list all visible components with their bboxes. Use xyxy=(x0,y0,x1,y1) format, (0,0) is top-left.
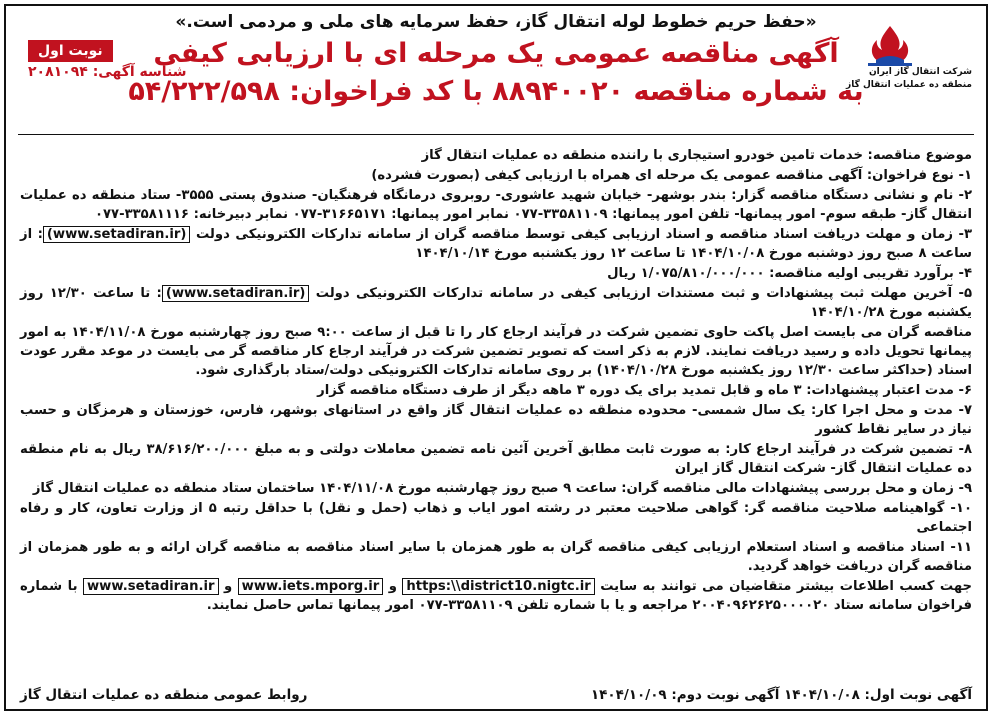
contact-text: جهت کسب اطلاعات بیشتر متقاضیان می توانند به سایت xyxy=(600,579,973,594)
item-11: ۱۱- اسناد مناقصه و اسناد استعلام ارزیابی کیفی مناقصه گران به طور همزمان با سایر اسناد مناقصه به مناقصه گران ارائه و به طور همزمان از مناقصه گران دریافت خواهد گردید. xyxy=(20,540,972,574)
tender-number-title: به شماره مناقصه ۸۸۹۴۰۰۲۰ با کد فراخوان: ۵۴/۲۲۲/۵۹۸ xyxy=(128,76,864,107)
item-6: ۶- مدت اعتبار پیشنهادات: ۳ ماه و قابل تمدید برای یک دوره ۳ ماهه دیگر از طرف دستگاه مناقصه گزار xyxy=(317,383,972,398)
item-3 xyxy=(20,225,972,263)
item-5 xyxy=(20,284,972,322)
item-7: ۷- مدت و محل اجرا کار: یک سال شمسی- محدوده منطقه ده عملیات انتقال گاز واقع در استانهای بوشهر، فارس، خوزستان و هرمزگان و حسب نیاز در سایر نقاط کشور xyxy=(20,403,972,437)
publication-dates: آگهی نوبت اول: ۱۴۰۴/۱۰/۰۸ آگهی نوبت دوم: ۱۴۰۴/۱۰/۰۹ xyxy=(590,687,972,703)
notice-title: آگهی مناقصه عمومی یک مرحله ای با ارزیابی کیفی xyxy=(153,38,839,69)
item-5-deadline: : تا ساعت ۱۲/۳۰ روز یکشنبه مورخ ۱۴۰۴/۱۰/۲۸ xyxy=(20,286,972,320)
tender-notice xyxy=(4,4,988,711)
contact-paragraph xyxy=(20,577,972,615)
item-8: ۸- تضمین شرکت در فرآیند ارجاع کار: به صورت ثابت مطابق آخرین آئین نامه تضمین معاملات دولتی و به مبلغ ۳۸/۶۱۶/۲۰۰/۰۰۰ ریال به نام منطقه ده عملیات انتقال گاز- شرکت انتقال گاز ایران xyxy=(20,442,972,476)
logo-company-name: شرکت انتقال گاز ایران xyxy=(868,67,972,77)
round-badge: نوبت اول xyxy=(28,40,113,62)
setadiran-link-2[interactable]: (www.setadiran.ir) xyxy=(162,285,310,302)
iets-link[interactable]: www.iets.mporg.ir xyxy=(238,578,384,595)
contact-and-1: و xyxy=(388,579,397,594)
footer xyxy=(20,687,972,703)
contact-and-2: و xyxy=(223,579,233,594)
subject-line: موضوع مناقصه: خدمات تامین خودرو استیجاری با راننده منطقه ده عملیات انتقال گاز xyxy=(421,148,972,163)
logo-region-name: منطقه ده عملیات انتقال گاز xyxy=(846,80,972,90)
publisher: روابط عمومی منطقه ده عملیات انتقال گاز xyxy=(20,687,308,703)
guarantee-paragraph: مناقصه گران می بایست اصل پاکت حاوی تضمین شرکت در فرآیند ارجاع کار را تا قبل از ساعت ۹:۰۰ صبح روز چهارشنبه مورخ ۱۴۰۴/۱۱/۰۸ به امور پیمانها تحویل داده و رسید دریافت نمایند. لازم به ذکر است که تصویر تضمین شرکت در فرآیند ارجاع کار مناقصه گر می بایست در موعد مقرر عودت اسناد (حداکثر ساعت ۱۲/۳۰ روز یکشنبه مورخ ۱۴۰۴/۱۰/۲۸) بر روی سامانه تدارکات الکترونیکی دولت/ستاد بارگذاری شود. xyxy=(20,325,972,378)
contact-details: با شماره فراخوان سامانه ستاد ۲۰۰۴۰۹۶۲۶۲۵۰۰۰۰۲۰ مراجعه و یا با شماره تلفن ۳۳۵۸۱۱۰۹-۰۷۷ امور پیمانها تماس حاصل نمایند. xyxy=(20,579,972,613)
item-4: ۴- برآورد تقریبی اولیه مناقصه: ۱/۰۷۵/۸۱۰/۰۰۰/۰۰۰ ریال xyxy=(607,266,972,281)
item-2: ۲- نام و نشانی دستگاه مناقصه گزار: بندر بوشهر- خیابان شهید عاشوری- روبروی درمانگاه فرهنگیان- صندوق پستی ۳۵۵۵- ستاد منطقه ده عملیات انتقال گاز- طبقه سوم- امور پیمانها- تلفن امور پیمانها: ۳۳۵۸۱۱۰۹-۰۷۷ نمابر امور پیمانها: ۳۱۶۶۵۱۷۱-۰۷۷ نمابر دبیرخانه: ۳۳۵۸۱۱۱۶-۰۷۷ xyxy=(20,188,972,222)
notice-body xyxy=(20,146,972,616)
item-3-dates: : از ساعت ۸ صبح روز دوشنبه مورخ ۱۴۰۴/۱۰/۰۸ تا ساعت ۱۲ روز یکشنبه مورخ ۱۴۰۴/۱۰/۱۴ xyxy=(20,227,972,261)
item-10: ۱۰- گواهینامه صلاحیت مناقصه گر: گواهی صلاحیت معتبر در رشته امور ایاب و ذهاب (حمل و نقل) با حداقل رتبه ۵ از وزارت تعاون، کار و رفاه اجتماعی xyxy=(20,501,972,535)
item-9: ۹- زمان و محل بررسی پیشنهادات مالی مناقصه گران: ساعت ۹ صبح روز چهارشنبه مورخ ۱۴۰۴/۱۱/۰۸ ساختمان ستاد منطقه ده عملیات انتقال گاز xyxy=(32,481,972,496)
slogan: «حفظ حریم خطوط لوله انتقال گاز، حفظ سرمایه های ملی و مردمی است.» xyxy=(175,12,817,32)
item-5-text: ۵- آخرین مهلت ثبت پیشنهادات و ثبت مستندات ارزیابی کیفی در سامانه تدارکات الکترونیکی دولت xyxy=(315,286,972,301)
ad-id: شناسه آگهی: ۲۰۸۱۰۹۴ xyxy=(28,64,187,80)
setadiran-link-3[interactable]: www.setadiran.ir xyxy=(83,578,219,595)
district10-link[interactable]: https:\\district10.nigtc.ir xyxy=(402,578,594,595)
setadiran-link[interactable]: (www.setadiran.ir) xyxy=(43,226,191,243)
header-divider xyxy=(18,134,974,135)
item-1: ۱- نوع فراخوان: آگهی مناقصه عمومی یک مرحله ای همراه با ارزیابی کیفی (بصورت فشرده) xyxy=(371,168,972,183)
item-3-text: ۳- زمان و مهلت دریافت اسناد مناقصه و اسناد ارزیابی کیفی توسط مناقصه گران از سامانه تدارکات الکترونیکی دولت xyxy=(195,227,972,242)
